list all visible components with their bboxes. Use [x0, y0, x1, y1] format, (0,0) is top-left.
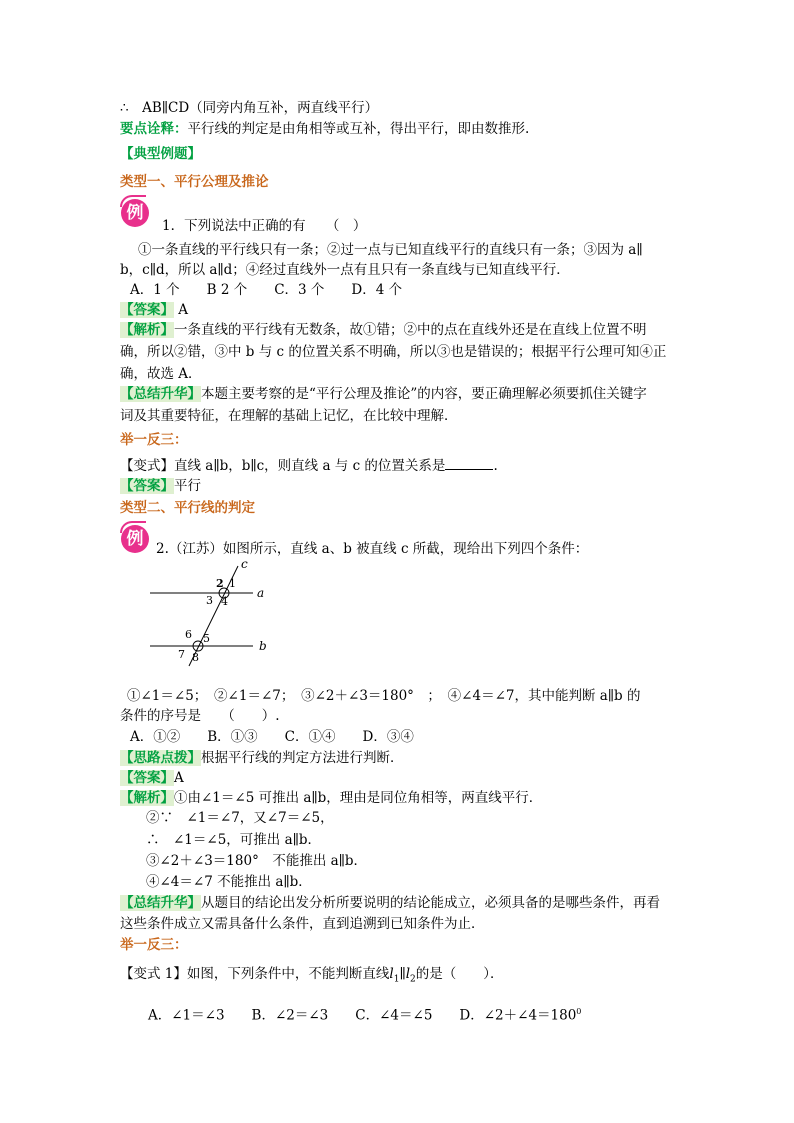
typical-examples-heading: 【典型例题】 [120, 146, 201, 162]
analysis-2-line-3: ∴ ∠1＝∠5，可推出 a∥b． [146, 832, 322, 848]
variant-1-options-text: A．∠1＝∠3 B．∠2＝∠3 C．∠4＝∠5 D．∠2＋∠4＝180 [148, 1007, 577, 1024]
angle-1: 1 [229, 577, 236, 590]
transversal-figure [145, 556, 285, 668]
answer-2-value: A [174, 770, 184, 786]
variant-label: 【变式】 [120, 458, 174, 474]
answer-blank [445, 456, 493, 470]
type2-heading: 类型二、平行线的判定 [120, 500, 255, 516]
variant-answer-value: 平行 [174, 478, 201, 494]
key-points-label: 要点诠释： [120, 121, 188, 137]
analysis-2-line-2: ②∵ ∠1＝∠7，又∠7＝∠5， [146, 810, 334, 826]
example-badge-2: 例 [121, 525, 149, 553]
parallel-symbol: ∥ [399, 966, 406, 982]
variant-1-options [148, 1002, 581, 1026]
type1-heading: 类型一、平行公理及推论 [120, 174, 269, 190]
hint-label: 【思路点拨】 [120, 750, 201, 766]
question-1-body-1: ①一条直线的平行线只有一条；②过一点与已知直线平行的直线只有一条；③因为 a∥ [138, 242, 643, 258]
variant-end: . [493, 458, 498, 474]
hint-2 [120, 748, 404, 768]
summary-2-line-1 [120, 893, 660, 913]
key-points [120, 119, 529, 139]
question-1-options: A．1 个 B 2 个 C．3 个 D．4 个 [130, 282, 403, 298]
variant-1-question [120, 964, 504, 990]
variant-1-text: 如图，下列条件中，不能判断直线 [186, 966, 390, 982]
answer-2-label: 【答案】 [120, 770, 174, 786]
variant-answer-label: 【答案】 [120, 478, 174, 494]
line-l1-subscript: 1 [393, 974, 400, 985]
variant-question [120, 456, 498, 476]
question-2: 2.（江苏）如图所示，直线 a、b 被直线 c 所截，现给出下列四个条件： [156, 541, 589, 557]
analysis-2-line-5: ④∠4＝∠7 不能推出 a∥b． [146, 874, 312, 890]
line-l1: l [389, 966, 394, 982]
variant-text: 直线 a∥b，b∥c，则直线 a 与 c 的位置关系是 [174, 458, 446, 474]
summary-label: 【总结升华】 [120, 386, 201, 402]
practice-heading-2: 举一反三： [120, 937, 188, 953]
answer-2 [120, 768, 184, 788]
analysis-1-line-3: 确，故选 A． [120, 366, 202, 382]
analysis-2-line-4: ③∠2＋∠3＝180° 不能推出 a∥b． [146, 853, 368, 869]
angle-8: 8 [192, 651, 199, 664]
example-badge-1: 例 [121, 199, 149, 227]
key-points-text: 平行线的判定是由角相等或互补，得出平行，即由数推形. [187, 121, 530, 137]
degree-superscript: 0 [576, 1007, 582, 1016]
angle-2: 2 [216, 577, 224, 590]
label-a: a [257, 586, 265, 600]
variant-1-end: 的是（ ）． [415, 966, 504, 982]
analysis-2-line-1 [120, 788, 542, 808]
answer-1 [120, 300, 188, 320]
question-2-options: A．①② B．①③ C．①④ D．③④ [130, 729, 414, 745]
question-2-conditions-2: 条件的序号是 （ ）. [120, 708, 280, 724]
summary-2-text-1: 从题目的结论出发分析所要说明的结论能成立，必须具备的是哪些条件，再看 [201, 895, 660, 911]
summary-2-line-2: 这些条件成立又需具备什么条件，直到追溯到已知条件为止． [120, 916, 485, 932]
analysis-1-text-1: 一条直线的平行线有无数条，故①错；②中的点在直线外还是在直线上位置不明 [174, 322, 647, 338]
variant-answer [120, 476, 201, 496]
analysis-1-line-1 [120, 320, 647, 340]
angle-7: 7 [178, 648, 185, 661]
question-1-body-2: b，c∥d，所以 a∥d；④经过直线外一点有且只有一条直线与已知直线平行． [120, 262, 570, 278]
angle-3: 3 [206, 594, 213, 607]
analysis-1-line-2: 确，所以②错，③中 b 与 c 的位置关系不明确，所以③也是错误的；根据平行公理可知④正 [120, 344, 667, 360]
summary-1-line-2: 词及其重要特征，在理解的基础上记忆，在比较中理解． [120, 408, 458, 424]
answer-label: 【答案】 [120, 302, 174, 318]
line-l2: l [405, 966, 411, 982]
summary-1-line-1 [120, 384, 647, 404]
hint-text: 根据平行线的判定方法进行判断． [201, 750, 404, 766]
summary-2-label: 【总结升华】 [120, 895, 201, 911]
practice-heading-1: 举一反三： [120, 432, 188, 448]
angle-6: 6 [185, 628, 192, 641]
analysis-2-label: 【解析】 [120, 790, 174, 806]
answer-1-value: A [174, 302, 189, 318]
question-2-conditions: ①∠1＝∠5； ②∠1＝∠7； ③∠2＋∠3＝180° ； ④∠4＝∠7，其中能判断 a∥b 的 [127, 688, 641, 704]
analysis-2-text-1: ①由∠1＝∠5 可推出 a∥b，理由是同位角相等，两直线平行． [174, 790, 543, 806]
angle-4: 4 [221, 595, 228, 608]
summary-1-text-1: 本题主要考察的是“平行公理及推论”的内容，要正确理解必须要抓住关键字 [201, 386, 647, 402]
label-c: c [241, 557, 248, 571]
label-b: b [259, 639, 267, 653]
question-1: 1．下列说法中正确的有 （ ） [162, 218, 367, 234]
angle-5: 5 [203, 632, 210, 645]
line-l2-subscript: 2 [410, 974, 416, 985]
conclusion-line: ∴ AB∥CD（同旁内角互补，两直线平行） [120, 100, 379, 116]
analysis-label: 【解析】 [120, 322, 174, 338]
variant-1-label: 【变式 1】 [120, 966, 187, 982]
